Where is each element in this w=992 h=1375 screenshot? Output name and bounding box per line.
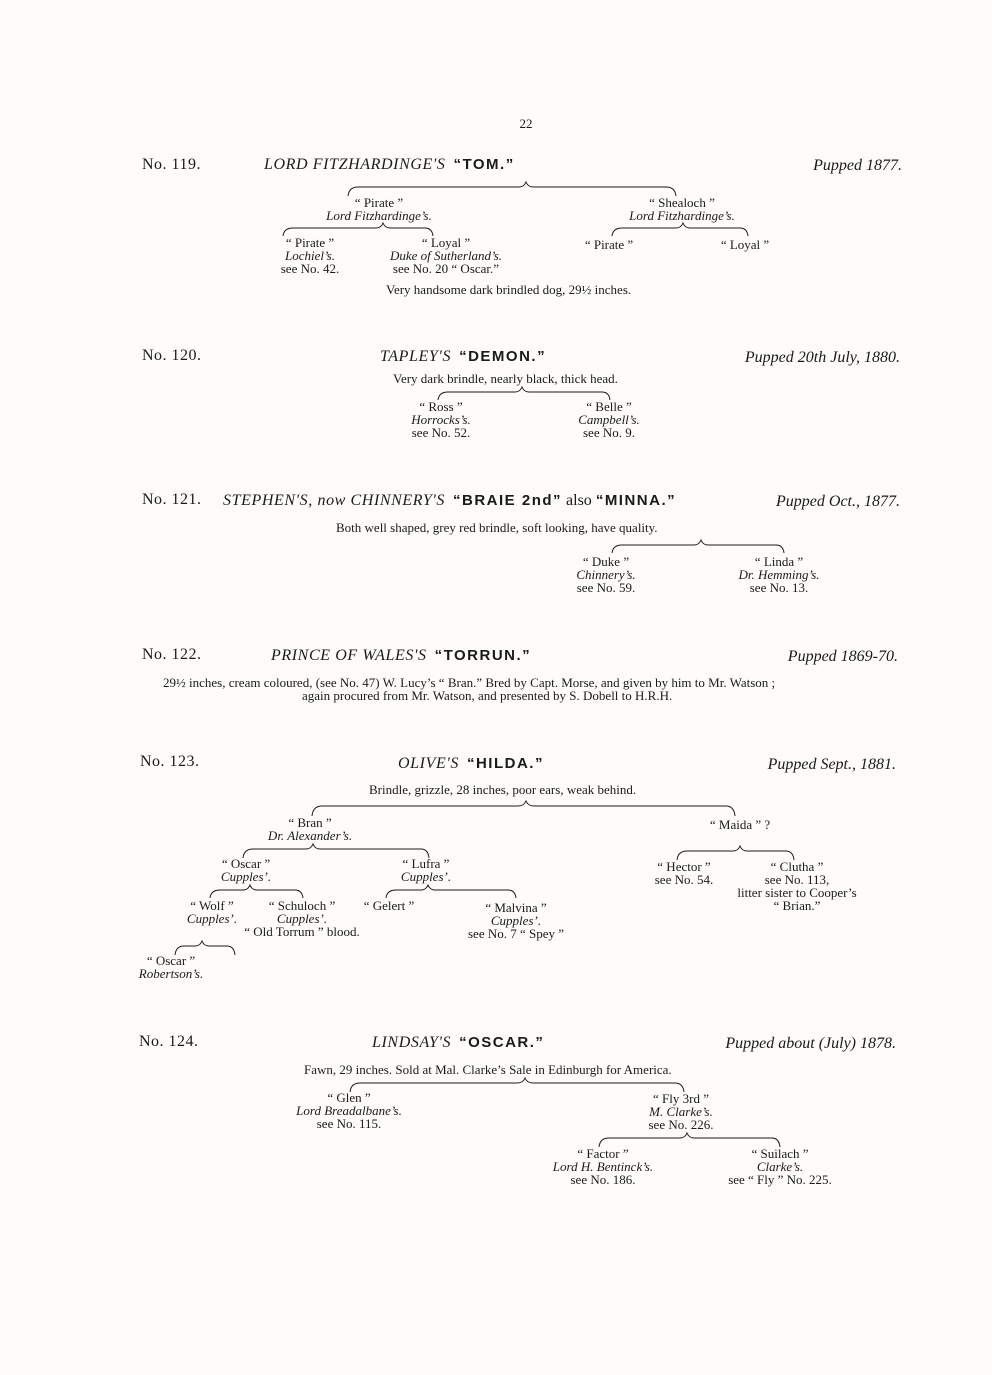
owner-name: TAPLEY'S [380, 348, 452, 365]
owner-name: LINDSAY'S [372, 1034, 452, 1051]
entry-title [398, 755, 544, 773]
pedigree-node: “ Maida ” ? [709, 817, 771, 832]
pedigree-node: “ Loyal ” [720, 237, 770, 252]
entry-number: No. 121. [142, 491, 202, 508]
pupped-date: Pupped Sept., 1881. [767, 756, 896, 773]
pedigree-node: “ Suilach ” Clarke’s. see “ Fly ” No. 225. [728, 1146, 832, 1187]
entry-title [372, 1034, 544, 1052]
pedigree-node: “ Linda ” Dr. Hemming’s. see No. 13. [738, 554, 820, 595]
pedigree-node: “ Pirate ” Lochiel’s. see No. 42. [280, 235, 340, 276]
pedigree-node: “ Malvina ” Cupples’. see No. 7 “ Spey ” [467, 900, 565, 941]
pupped-date: Pupped 20th July, 1880. [744, 349, 900, 366]
dog-name-2: “MINNA.” [595, 492, 677, 509]
entry-title [271, 647, 531, 665]
entry-description: Very dark brindle, nearly black, thick head. [393, 371, 618, 386]
pedigree-node: “ Duke ” Chinnery’s. see No. 59. [576, 554, 636, 595]
entry-number: No. 123. [140, 753, 200, 770]
entry-description: Very handsome dark brindled dog, 29½ inches. [386, 282, 632, 297]
dog-name: “HILDA.” [466, 755, 544, 772]
dog-name: “BRAIE 2nd” [453, 492, 563, 509]
pedigree-node: “ Shealoch ” Lord Fitzhardinge’s. [629, 195, 735, 223]
pedigree-node: “ Lufra ” Cupples’. [400, 856, 452, 884]
pedigree-node: “ Fly 3rd ” M. Clarke’s. see No. 226. [648, 1091, 714, 1132]
entry-description: 29½ inches, cream coloured, (see No. 47) W. Lucy’s “ Bran.” Bred by Capt. Morse, and given by him to Mr. Watson ; [163, 675, 776, 690]
pedigree-node: “ Pirate ” [584, 237, 634, 252]
pedigree-node: “ Pirate ” Lord Fitzhardinge’s. [326, 195, 432, 223]
entry-number: No. 124. [139, 1033, 199, 1050]
page-number: 22 [519, 116, 533, 131]
entry-title [380, 348, 546, 366]
pedigree-node: “ Loyal ” Duke of Sutherland’s. see No. 20 “ Oscar.” [389, 235, 503, 276]
entry-title: STEPHEN'S, now CHINNERY'S “BRAIE 2nd” also “MINNA.” [223, 492, 677, 509]
entry-number: No. 119. [142, 156, 201, 173]
pedigree-node: “ Glen ” Lord Breadalbane’s. see No. 115. [296, 1090, 402, 1131]
dog-name: “DEMON.” [459, 348, 547, 365]
entry-description: Fawn, 29 inches. Sold at Mal. Clarke’s Sale in Edinburgh for America. [304, 1062, 672, 1077]
pedigree-node: “ Oscar ” Robertson’s. [138, 953, 204, 981]
entry-number: No. 122. [142, 646, 202, 663]
pedigree-node: “ Ross ” Horrocks’s. see No. 52. [411, 399, 471, 440]
entry-description: Brindle, grizzle, 28 inches, poor ears, weak behind. [369, 782, 637, 797]
dog-name: “TOM.” [453, 156, 515, 173]
pedigree-node: “ Belle ” Campbell’s. see No. 9. [578, 399, 640, 440]
owner-name: PRINCE OF WALES'S [271, 647, 427, 664]
owner-name: STEPHEN'S, now CHINNERY'S [223, 492, 446, 509]
pupped-date: Pupped Oct., 1877. [776, 493, 900, 510]
pedigree-node: “ Clutha ” see No. 113, litter sister to Cooper’s “ Brian.” [737, 859, 857, 913]
pedigree-node: “ Wolf ” Cupples’. [186, 898, 238, 926]
owner-name: OLIVE'S [398, 755, 459, 772]
entry-number: No. 120. [142, 347, 202, 364]
pedigree-node: “ Hector ” see No. 54. [654, 859, 714, 887]
dog-name: “TORRUN.” [434, 647, 532, 664]
pedigree-node: “ Gelert ” [363, 898, 415, 913]
pedigree-node: “ Oscar ” Cupples’. [220, 856, 272, 884]
entry-title [264, 156, 515, 174]
pupped-date: Pupped about (July) 1878. [725, 1035, 896, 1052]
entry-description: again procured from Mr. Watson, and presented by S. Dobell to H.R.H. [302, 688, 673, 703]
pedigree-node: “ Bran ” Dr. Alexander’s. [267, 815, 353, 843]
pedigree-node: “ Schuloch ” Cupples’. “ Old Torrum ” blood. [244, 898, 360, 939]
pupped-date: Pupped 1869-70. [787, 648, 898, 665]
pupped-date: Pupped 1877. [813, 157, 902, 174]
owner-name: LORD FITZHARDINGE'S [264, 156, 446, 173]
pedigree-node: “ Factor ” Lord H. Bentinck’s. see No. 186. [552, 1146, 654, 1187]
dog-name: “OSCAR.” [459, 1034, 545, 1051]
entry-description: Both well shaped, grey red brindle, soft looking, have quality. [336, 520, 658, 535]
